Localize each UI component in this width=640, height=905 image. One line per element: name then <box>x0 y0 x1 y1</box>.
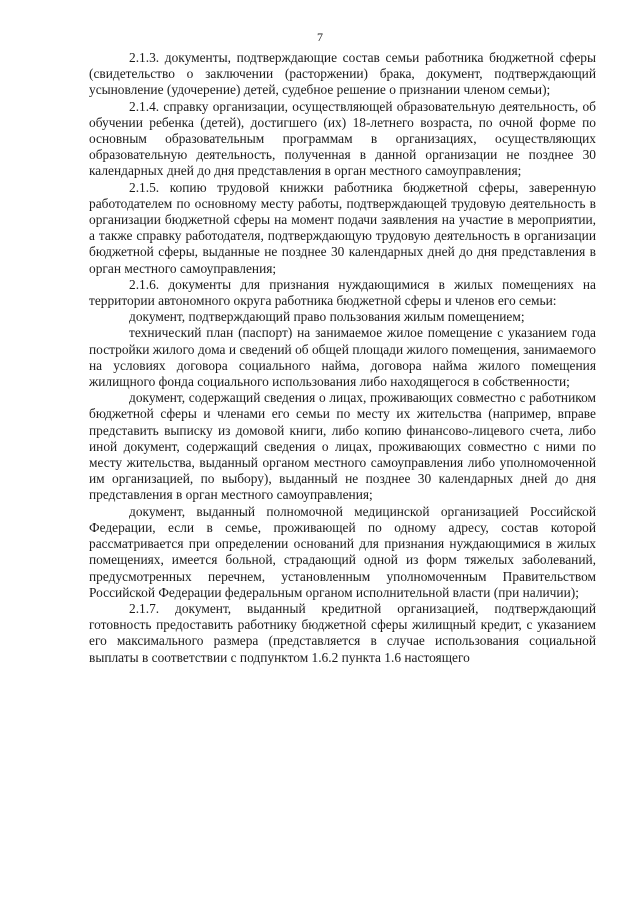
paragraph-medical-document: документ, выданный полномочной медицинской организацией Российской Федерации, если в семье, проживающей по одному адресу, состав которой рассматривается при определении оснований для признания нуждающимися в жилых помещениях, имеется больной, страдающий одной из форм тяжелых заболеваний, предусмотренных перечнем, установленным уполномоченным Правительством Российской Федерации федеральным органом исполнительной власти (при наличии); <box>89 503 596 600</box>
paragraph-technical-plan: технический план (паспорт) на занимаемое жилое помещение с указанием года постройки жилого дома и сведений об общей площади жилого помещения, занимаемого на условиях договора социального найма, договора найма жилого помещения жилищного фонда социального использования либо находящегося в собственности; <box>89 325 596 390</box>
document-body <box>89 50 596 666</box>
paragraph-2-1-6: 2.1.6. документы для признания нуждающимися в жилых помещениях на территории автономного округа работника бюджетной сферы и членов его семьи: <box>89 276 596 309</box>
page-number: 7 <box>317 30 323 44</box>
paragraph-2-1-4: 2.1.4. справку организации, осуществляющей образовательную деятельность, об обучении ребенка (детей), достигшего (их) 18-летнего возраста, по очной форме по основным образовательным программам в организациях, осуществляющих образовательную деятельность, полученная в данной организации не позднее 30 календарных дней до дня представления в орган местного самоуправления; <box>89 98 596 179</box>
paragraph-cohabitants-document: документ, содержащий сведения о лицах, проживающих совместно с работником бюджетной сферы и членами его семьи по месту их жительства (например, вправе представить выписку из домовой книги, либо копию финансово-лицевого счета, либо иной документ, содержащий сведения о лицах, проживающих совместно с ними по месту жительства, выданный органом местного самоуправления либо уполномоченной им организацией, по выбору), выданный не позднее 30 календарных дней до дня представления в орган местного самоуправления; <box>89 390 596 503</box>
paragraph-residence-right-document: документ, подтверждающий право пользования жилым помещением; <box>129 309 525 325</box>
paragraph-2-1-7: 2.1.7. документ, выданный кредитной организацией, подтверждающий готовность предоставить работнику бюджетной сферы жилищный кредит, с указанием его максимального размера (представляется в случае использования социальной выплаты в соответствии с подпунктом 1.6.2 пункта 1.6 настоящего <box>89 600 596 665</box>
paragraph-2-1-5: 2.1.5. копию трудовой книжки работника бюджетной сферы, заверенную работодателем по основному месту работы, подтверждающей трудовую деятельность в организации бюджетной сферы на момент подачи заявления на участие в мероприятии, а также справку работодателя, подтверждающую трудовую деятельность в организации бюджетной сферы, выданные не позднее 30 календарных дней до дня представления в орган местного самоуправления; <box>89 179 596 276</box>
paragraph-2-1-3: 2.1.3. документы, подтверждающие состав семьи работника бюджетной сферы (свидетельство о заключении (расторжении) брака, документ, подтверждающий усыновление (удочерение) детей, судебное решение о признании членом семьи); <box>89 50 596 98</box>
